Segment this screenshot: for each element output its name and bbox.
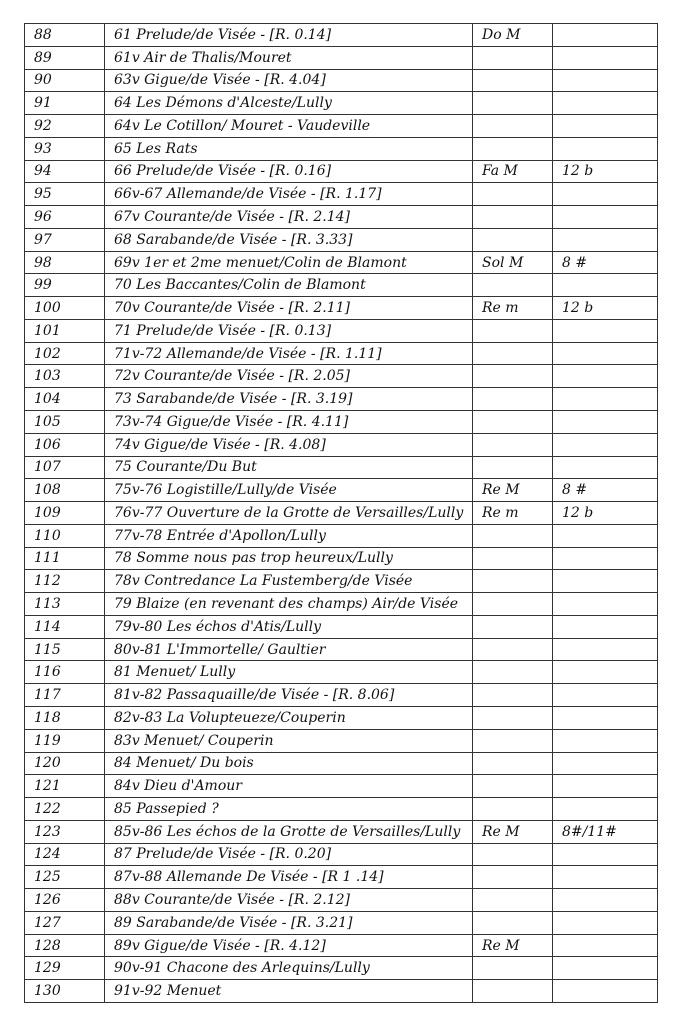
key-cell <box>473 775 553 798</box>
piece-title-cell: 75 Courante/Du But <box>105 456 473 479</box>
accidentals-cell <box>553 365 658 388</box>
accidentals-cell <box>553 615 658 638</box>
accidentals-cell <box>553 980 658 1003</box>
table-row <box>25 479 658 502</box>
row-number-cell: 91 <box>25 92 105 115</box>
piece-title-cell: 72v Courante/de Visée - [R. 2.05] <box>105 365 473 388</box>
row-number-cell: 97 <box>25 228 105 251</box>
piece-title-cell: 65 Les Rats <box>105 137 473 160</box>
key-cell <box>473 570 553 593</box>
key-cell <box>473 706 553 729</box>
table-row <box>25 570 658 593</box>
piece-title-cell: 81v-82 Passaquaille/de Visée - [R. 8.06] <box>105 684 473 707</box>
piece-title-cell: 85 Passepied ? <box>105 798 473 821</box>
row-number-cell: 105 <box>25 411 105 434</box>
key-cell <box>473 547 553 570</box>
accidentals-cell <box>553 957 658 980</box>
accidentals-cell <box>553 843 658 866</box>
key-cell <box>473 433 553 456</box>
accidentals-cell <box>553 570 658 593</box>
table-row <box>25 911 658 934</box>
accidentals-cell <box>553 706 658 729</box>
row-number-cell: 93 <box>25 137 105 160</box>
row-number-cell: 107 <box>25 456 105 479</box>
row-number-cell: 115 <box>25 638 105 661</box>
table-row <box>25 820 658 843</box>
piece-title-cell: 70v Courante/de Visée - [R. 2.11] <box>105 297 473 320</box>
accidentals-cell <box>553 69 658 92</box>
row-number-cell: 109 <box>25 502 105 525</box>
key-cell <box>473 69 553 92</box>
piece-title-cell: 63v Gigue/de Visée - [R. 4.04] <box>105 69 473 92</box>
row-number-cell: 104 <box>25 388 105 411</box>
key-cell <box>473 183 553 206</box>
key-cell <box>473 615 553 638</box>
table-row <box>25 661 658 684</box>
key-cell <box>473 365 553 388</box>
table-row <box>25 183 658 206</box>
piece-title-cell: 71 Prelude/de Visée - [R. 0.13] <box>105 319 473 342</box>
inventory-table <box>24 23 658 1003</box>
row-number-cell: 88 <box>25 24 105 47</box>
table-row <box>25 274 658 297</box>
key-cell: Do M <box>473 24 553 47</box>
row-number-cell: 101 <box>25 319 105 342</box>
key-cell <box>473 980 553 1003</box>
table-row <box>25 411 658 434</box>
key-cell <box>473 46 553 69</box>
key-cell: Sol M <box>473 251 553 274</box>
table-row <box>25 775 658 798</box>
accidentals-cell <box>553 729 658 752</box>
row-number-cell: 106 <box>25 433 105 456</box>
piece-title-cell: 78v Contredance La Fustemberg/de Visée <box>105 570 473 593</box>
table-row <box>25 115 658 138</box>
row-number-cell: 120 <box>25 752 105 775</box>
table-row <box>25 433 658 456</box>
accidentals-cell <box>553 206 658 229</box>
table-row <box>25 843 658 866</box>
key-cell <box>473 456 553 479</box>
accidentals-cell: 12 b <box>553 502 658 525</box>
table-row <box>25 615 658 638</box>
piece-title-cell: 73 Sarabande/de Visée - [R. 3.19] <box>105 388 473 411</box>
accidentals-cell <box>553 524 658 547</box>
accidentals-cell <box>553 866 658 889</box>
key-cell <box>473 137 553 160</box>
table-row <box>25 524 658 547</box>
table-row <box>25 729 658 752</box>
piece-title-cell: 75v-76 Logistille/Lully/de Visée <box>105 479 473 502</box>
key-cell <box>473 593 553 616</box>
table-row <box>25 160 658 183</box>
table-row <box>25 934 658 957</box>
accidentals-cell <box>553 889 658 912</box>
piece-title-cell: 73v-74 Gigue/de Visée - [R. 4.11] <box>105 411 473 434</box>
piece-title-cell: 87v-88 Allemande De Visée - [R 1 .14] <box>105 866 473 889</box>
table-row <box>25 547 658 570</box>
piece-title-cell: 64v Le Cotillon/ Mouret - Vaudeville <box>105 115 473 138</box>
key-cell <box>473 638 553 661</box>
row-number-cell: 110 <box>25 524 105 547</box>
piece-title-cell: 79 Blaize (en revenant des champs) Air/de Visée <box>105 593 473 616</box>
row-number-cell: 122 <box>25 798 105 821</box>
table-row <box>25 980 658 1003</box>
piece-title-cell: 89 Sarabande/de Visée - [R. 3.21] <box>105 911 473 934</box>
row-number-cell: 90 <box>25 69 105 92</box>
accidentals-cell <box>553 115 658 138</box>
accidentals-cell: 8 # <box>553 251 658 274</box>
row-number-cell: 124 <box>25 843 105 866</box>
piece-title-cell: 84 Menuet/ Du bois <box>105 752 473 775</box>
row-number-cell: 114 <box>25 615 105 638</box>
table-row <box>25 251 658 274</box>
accidentals-cell <box>553 456 658 479</box>
accidentals-cell <box>553 911 658 934</box>
table-row <box>25 798 658 821</box>
accidentals-cell <box>553 661 658 684</box>
table-row <box>25 866 658 889</box>
table-row <box>25 342 658 365</box>
piece-title-cell: 82v-83 La Volupteueze/Couperin <box>105 706 473 729</box>
key-cell <box>473 661 553 684</box>
piece-title-cell: 70 Les Baccantes/Colin de Blamont <box>105 274 473 297</box>
accidentals-cell <box>553 24 658 47</box>
key-cell <box>473 274 553 297</box>
table-row <box>25 206 658 229</box>
key-cell <box>473 524 553 547</box>
key-cell <box>473 115 553 138</box>
piece-title-cell: 88v Courante/de Visée - [R. 2.12] <box>105 889 473 912</box>
table-row <box>25 957 658 980</box>
row-number-cell: 123 <box>25 820 105 843</box>
key-cell <box>473 92 553 115</box>
table-row <box>25 502 658 525</box>
key-cell <box>473 411 553 434</box>
key-cell <box>473 342 553 365</box>
accidentals-cell <box>553 228 658 251</box>
key-cell: Re M <box>473 479 553 502</box>
table-row <box>25 752 658 775</box>
key-cell <box>473 684 553 707</box>
accidentals-cell <box>553 183 658 206</box>
piece-title-cell: 68 Sarabande/de Visée - [R. 3.33] <box>105 228 473 251</box>
table-row <box>25 388 658 411</box>
table-row <box>25 593 658 616</box>
row-number-cell: 128 <box>25 934 105 957</box>
accidentals-cell <box>553 342 658 365</box>
table-row <box>25 319 658 342</box>
piece-title-cell: 89v Gigue/de Visée - [R. 4.12] <box>105 934 473 957</box>
accidentals-cell <box>553 92 658 115</box>
table-row <box>25 92 658 115</box>
key-cell <box>473 866 553 889</box>
accidentals-cell <box>553 411 658 434</box>
piece-title-cell: 80v-81 L'Immortelle/ Gaultier <box>105 638 473 661</box>
row-number-cell: 108 <box>25 479 105 502</box>
key-cell <box>473 228 553 251</box>
piece-title-cell: 90v-91 Chacone des Arlequins/Lully <box>105 957 473 980</box>
row-number-cell: 94 <box>25 160 105 183</box>
key-cell: Re M <box>473 934 553 957</box>
row-number-cell: 129 <box>25 957 105 980</box>
table-row <box>25 228 658 251</box>
row-number-cell: 99 <box>25 274 105 297</box>
row-number-cell: 103 <box>25 365 105 388</box>
row-number-cell: 96 <box>25 206 105 229</box>
key-cell <box>473 388 553 411</box>
row-number-cell: 130 <box>25 980 105 1003</box>
key-cell <box>473 319 553 342</box>
row-number-cell: 112 <box>25 570 105 593</box>
piece-title-cell: 91v-92 Menuet <box>105 980 473 1003</box>
row-number-cell: 126 <box>25 889 105 912</box>
row-number-cell: 119 <box>25 729 105 752</box>
table-row <box>25 24 658 47</box>
row-number-cell: 100 <box>25 297 105 320</box>
piece-title-cell: 84v Dieu d'Amour <box>105 775 473 798</box>
piece-title-cell: 85v-86 Les échos de la Grotte de Versailles/Lully <box>105 820 473 843</box>
table-body <box>25 24 658 1003</box>
table-row <box>25 297 658 320</box>
key-cell: Re M <box>473 820 553 843</box>
piece-title-cell: 66v-67 Allemande/de Visée - [R. 1.17] <box>105 183 473 206</box>
key-cell: Fa M <box>473 160 553 183</box>
piece-title-cell: 61 Prelude/de Visée - [R. 0.14] <box>105 24 473 47</box>
accidentals-cell <box>553 274 658 297</box>
accidentals-cell <box>553 934 658 957</box>
piece-title-cell: 77v-78 Entrée d'Apollon/Lully <box>105 524 473 547</box>
table-row <box>25 46 658 69</box>
table-row <box>25 69 658 92</box>
row-number-cell: 127 <box>25 911 105 934</box>
row-number-cell: 89 <box>25 46 105 69</box>
piece-title-cell: 83v Menuet/ Couperin <box>105 729 473 752</box>
key-cell <box>473 752 553 775</box>
row-number-cell: 98 <box>25 251 105 274</box>
row-number-cell: 121 <box>25 775 105 798</box>
table-row <box>25 365 658 388</box>
table-row <box>25 889 658 912</box>
key-cell <box>473 798 553 821</box>
row-number-cell: 95 <box>25 183 105 206</box>
piece-title-cell: 79v-80 Les échos d'Atis/Lully <box>105 615 473 638</box>
row-number-cell: 102 <box>25 342 105 365</box>
piece-title-cell: 81 Menuet/ Lully <box>105 661 473 684</box>
piece-title-cell: 64 Les Démons d'Alceste/Lully <box>105 92 473 115</box>
piece-title-cell: 74v Gigue/de Visée - [R. 4.08] <box>105 433 473 456</box>
row-number-cell: 92 <box>25 115 105 138</box>
table-row <box>25 137 658 160</box>
piece-title-cell: 67v Courante/de Visée - [R. 2.14] <box>105 206 473 229</box>
key-cell <box>473 889 553 912</box>
accidentals-cell <box>553 593 658 616</box>
accidentals-cell <box>553 684 658 707</box>
accidentals-cell <box>553 319 658 342</box>
key-cell <box>473 729 553 752</box>
piece-title-cell: 78 Somme nous pas trop heureux/Lully <box>105 547 473 570</box>
row-number-cell: 111 <box>25 547 105 570</box>
accidentals-cell <box>553 388 658 411</box>
key-cell <box>473 957 553 980</box>
table-row <box>25 706 658 729</box>
accidentals-cell: 12 b <box>553 160 658 183</box>
key-cell <box>473 206 553 229</box>
row-number-cell: 125 <box>25 866 105 889</box>
accidentals-cell <box>553 752 658 775</box>
piece-title-cell: 61v Air de Thalis/Mouret <box>105 46 473 69</box>
table-row <box>25 684 658 707</box>
accidentals-cell <box>553 137 658 160</box>
accidentals-cell <box>553 547 658 570</box>
accidentals-cell <box>553 798 658 821</box>
row-number-cell: 116 <box>25 661 105 684</box>
key-cell: Re m <box>473 502 553 525</box>
key-cell <box>473 843 553 866</box>
accidentals-cell: 8#/11# <box>553 820 658 843</box>
accidentals-cell <box>553 433 658 456</box>
table-row <box>25 638 658 661</box>
piece-title-cell: 66 Prelude/de Visée - [R. 0.16] <box>105 160 473 183</box>
accidentals-cell: 12 b <box>553 297 658 320</box>
row-number-cell: 118 <box>25 706 105 729</box>
accidentals-cell: 8 # <box>553 479 658 502</box>
row-number-cell: 117 <box>25 684 105 707</box>
piece-title-cell: 69v 1er et 2me menuet/Colin de Blamont <box>105 251 473 274</box>
accidentals-cell <box>553 638 658 661</box>
key-cell <box>473 911 553 934</box>
table-row <box>25 456 658 479</box>
piece-title-cell: 76v-77 Ouverture de la Grotte de Versailles/Lully <box>105 502 473 525</box>
piece-title-cell: 87 Prelude/de Visée - [R. 0.20] <box>105 843 473 866</box>
row-number-cell: 113 <box>25 593 105 616</box>
accidentals-cell <box>553 775 658 798</box>
accidentals-cell <box>553 46 658 69</box>
piece-title-cell: 71v-72 Allemande/de Visée - [R. 1.11] <box>105 342 473 365</box>
key-cell: Re m <box>473 297 553 320</box>
